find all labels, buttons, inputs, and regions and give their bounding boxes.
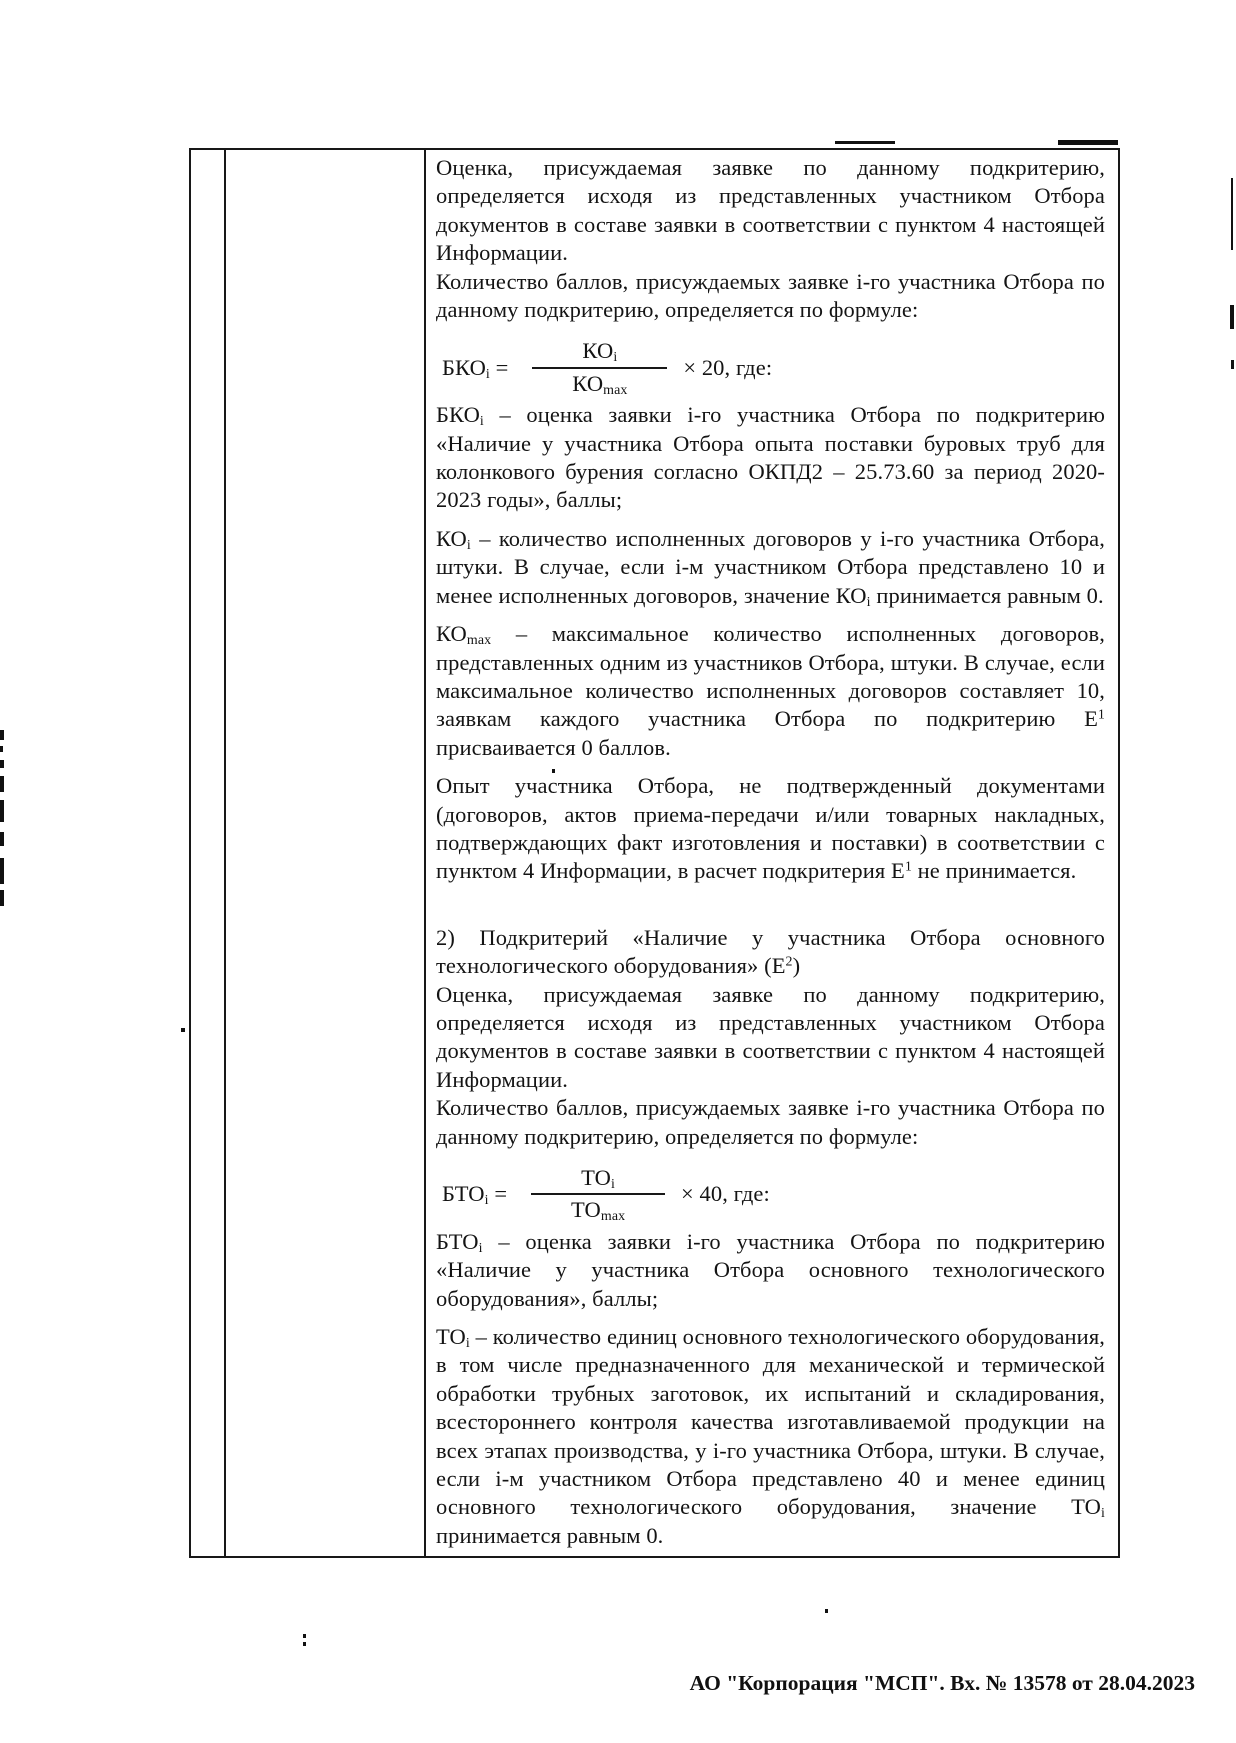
- scan-artifact-left-edge-dash: [0, 746, 3, 752]
- paragraph-evaluation-basis-2: Оценка, присуждаемая заявке по данному подкритерию, определяется исходя из представленных участником Отбора документов в составе заявки в соответствии с пунктом 4 настоящей Информации.: [436, 981, 1105, 1092]
- scan-artifact-dot: [825, 1609, 828, 1613]
- formula-bko: [442, 337, 1105, 398]
- paragraph-bto-definition: $БТО_i$ – оценка заявки i-го участника Отбора по подкритерию «Наличие у участника Отбора основного технологического оборудования», баллы;: [436, 1228, 1105, 1311]
- scan-artifact-right-edge-dash: [1230, 305, 1234, 329]
- formula-bto-multiplier: × 40, где:: [681, 1181, 770, 1207]
- formula-bto-fraction: [531, 1164, 665, 1225]
- formula-bko-fraction: [532, 337, 667, 398]
- scan-artifact-left-edge-dash: [0, 858, 4, 884]
- formula-bko-multiplier: × 20, где:: [683, 354, 773, 380]
- paragraph-komax-definition: $КО_{max}$ – максимальное количество исполненных договоров, представленных одним из участников Отбора, штуки. В случае, если максимальное количество исполненных договоров составляет 10, заявкам каждого участника Отбора по подкритерию $Е^1$ присваивается 0 баллов.: [436, 621, 1105, 760]
- paragraph-evaluation-basis-1: Оценка, присуждаемая заявке по данному подкритерию, определяется исходя из представленных участником Отбора документов в составе заявки в соответствии с пунктом 4 настоящей Информации.: [436, 155, 1105, 266]
- paragraph-score-formula-intro-1: Количество баллов, присуждаемых заявке i-го участника Отбора по данному подкритерию, определяется по формуле:: [436, 268, 1105, 323]
- scan-artifact-left-edge-dash: [0, 800, 4, 822]
- scan-artifact-left-edge-dash: [0, 760, 4, 768]
- scan-artifact-dot: [303, 1634, 306, 1638]
- formula-bko-numerator: $КО_i$: [532, 337, 667, 368]
- formula-bko-lhs: $БКО_i$ =: [442, 354, 509, 382]
- paragraph-ko-definition: $КО_i$ – количество исполненных договоров у i-го участника Отбора, штуки. В случае, если i-м участником Отбора представлено 10 и менее исполненных договоров, значение $КО_i$ принимается равным 0.: [436, 525, 1105, 610]
- table-column-description: [426, 150, 1118, 1556]
- scan-artifact-dot: [303, 1642, 306, 1646]
- paragraph-score-formula-intro-2: Количество баллов, присуждаемых заявке i-го участника Отбора по данному подкритерию, определяется по формуле:: [436, 1095, 1105, 1149]
- formula-bto-denominator: $ТО_{max}$: [570, 1197, 626, 1225]
- criteria-table: [189, 148, 1120, 1558]
- incoming-registration-stamp: АО "Корпорация "МСП". Вх. № 13578 от 28.04.2023: [689, 1671, 1195, 1695]
- table-column-criterion: [226, 150, 426, 1556]
- paragraph-unconfirmed-experience: Опыт участника Отбора, не подтвержденный документами (договоров, актов приема-передачи и/или товарных накладных, подтверждающих факт изготовления и поставки) в соответствии с пунктом 4 Информации, в расчет подкритерия $Е^1$ не принимается.: [436, 773, 1105, 884]
- scan-artifact-dot: [181, 1028, 185, 1032]
- scan-artifact-left-edge-dash: [0, 730, 4, 740]
- formula-bto-numerator: $ТО_i$: [531, 1164, 665, 1195]
- paragraph-to-definition: $ТО_i$ – количество единиц основного технологического оборудования, в том числе предназначенного для механической и термической обработки трубных заготовок, их испытаний и складирования, всестороннего контроля качества изготавливаемой продукции на всех этапах производства, у i-го участника Отбора, штуки. В случае, если i-м участником Отбора представлено 40 и менее единиц основного технологического оборудования, значение $ТО_i$ принимается равным 0.: [436, 1324, 1105, 1548]
- paragraph-bko-definition: $БКО_i$ – оценка заявки i-го участника Отбора по подкритерию «Наличие у участника Отбора опыта поставки буровых труб для колонкового бурения согласно ОКПД2 – 25.73.60 за период 2020-2023 годы», баллы;: [436, 402, 1105, 513]
- paragraph-subcriterion-2-title: 2) Подкритерий «Наличие у участника Отбора основного технологического оборудования» $(Е^2)$: [436, 924, 1105, 979]
- formula-bko-denominator: $КО_{max}$: [572, 370, 628, 398]
- scan-artifact-right-edge-dash: [1231, 178, 1233, 250]
- scan-artifact-right-edge-dash: [1231, 360, 1234, 369]
- scan-artifact-top-border-jag: [835, 141, 895, 144]
- scan-artifact-left-edge-dash: [0, 832, 4, 846]
- formula-bto: [442, 1164, 1105, 1225]
- scan-artifact-left-edge-dash: [0, 776, 4, 792]
- scan-artifact-left-edge-dash: [0, 890, 4, 906]
- formula-bto-lhs: $БТО_i$ =: [442, 1181, 508, 1209]
- scan-artifact-dot: [552, 769, 555, 773]
- table-column-index: [191, 150, 226, 1556]
- scan-artifact-top-border-jag: [1058, 140, 1118, 145]
